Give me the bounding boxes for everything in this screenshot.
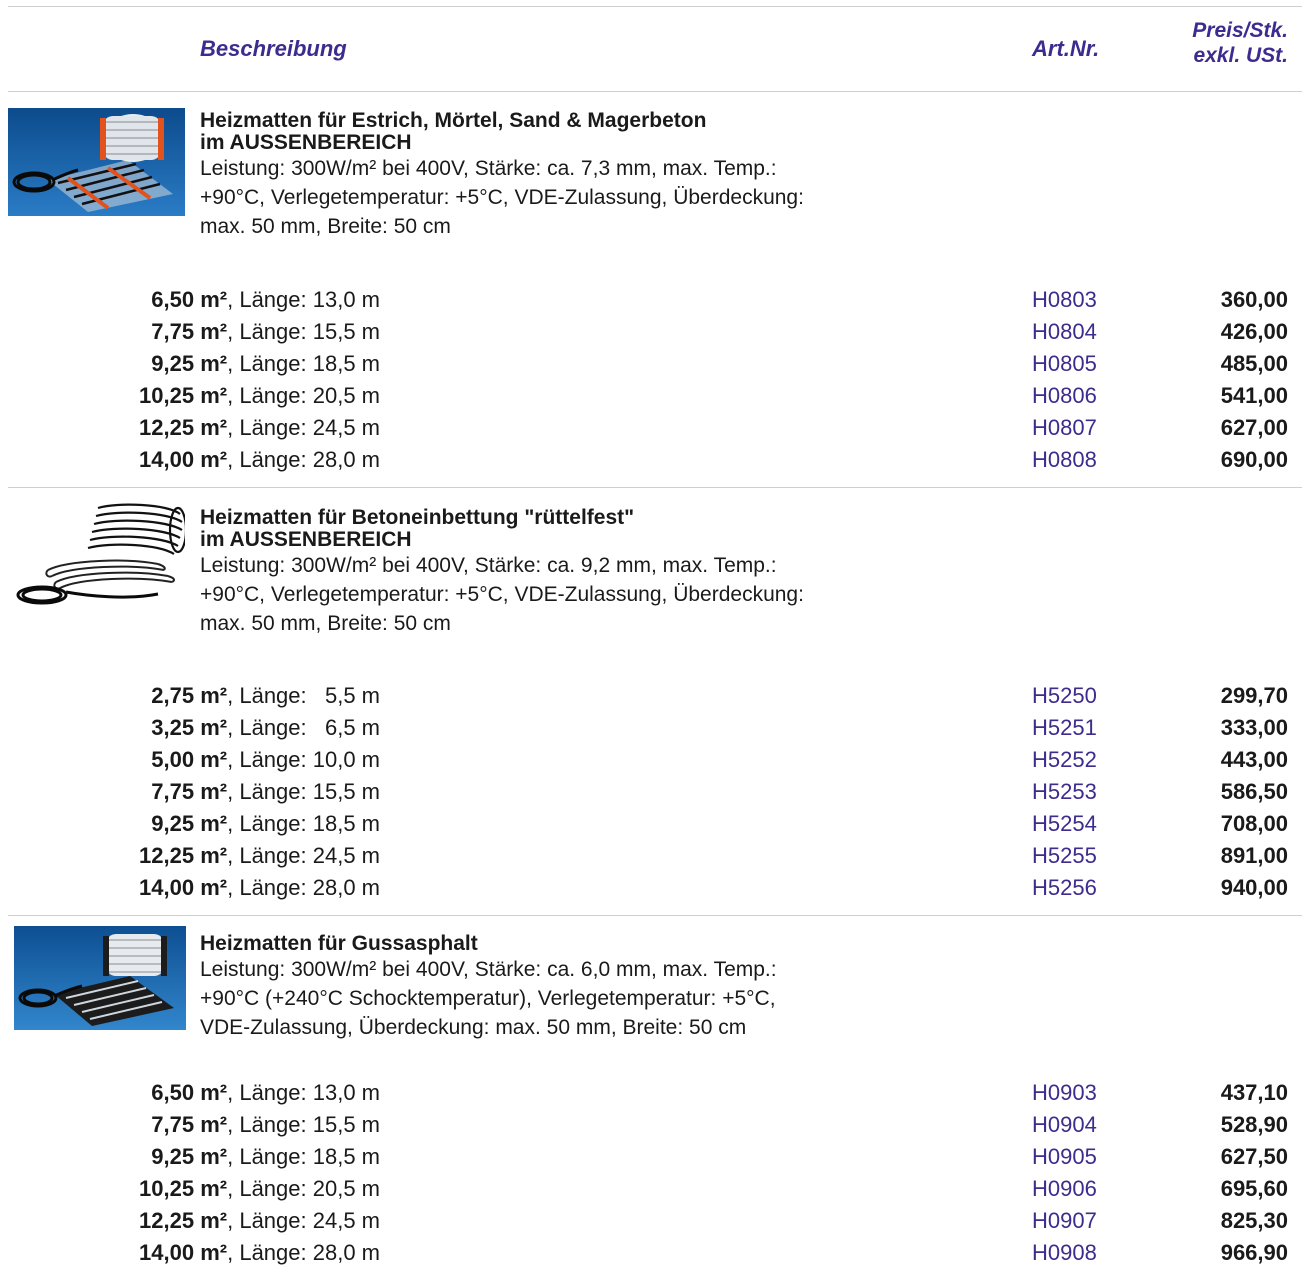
length-value: , Länge: 18,5 m <box>227 1144 380 1169</box>
table-row <box>0 287 1302 319</box>
area-value: 14,00 m² <box>139 875 228 900</box>
section-2-title: Heizmatten für Betoneinbettung "rüttelfest" <box>200 506 635 529</box>
area-length <box>139 843 380 869</box>
length-value: , Länge: 20,5 m <box>227 383 380 408</box>
table-row <box>0 779 1302 811</box>
section-1-title: Heizmatten für Estrich, Mörtel, Sand & Magerbeton <box>200 109 707 132</box>
article-number: H5253 <box>1032 779 1097 804</box>
section-3-spec-line: VDE-Zulassung, Überdeckung: max. 50 mm, Breite: 50 cm <box>200 1016 747 1039</box>
product-image-beton-mat <box>8 500 185 608</box>
length-value: , Länge: 5,5 m <box>227 683 380 708</box>
price: 627,50 <box>1220 1144 1288 1169</box>
length-value: , Länge: 18,5 m <box>227 351 380 376</box>
article-number: H0808 <box>1032 447 1097 472</box>
area-value: 14,00 m² <box>139 1240 228 1265</box>
header-preis-line1: Preis/Stk. <box>1192 19 1288 42</box>
article-number: H5250 <box>1032 683 1097 708</box>
area-value: 10,25 m² <box>139 1176 228 1201</box>
area-length <box>151 715 380 741</box>
article-number: H0907 <box>1032 1208 1097 1233</box>
area-value: 9,25 m² <box>151 1144 228 1169</box>
length-value: , Länge: 13,0 m <box>227 287 380 312</box>
article-number: H0803 <box>1032 287 1097 312</box>
section-1-spec-line: max. 50 mm, Breite: 50 cm <box>200 215 451 238</box>
price: 940,00 <box>1220 875 1288 900</box>
section-3-description <box>200 933 777 1042</box>
price: 695,60 <box>1220 1176 1288 1201</box>
area-value: 7,75 m² <box>151 1112 228 1137</box>
table-row <box>0 1240 1302 1272</box>
article-number: H0807 <box>1032 415 1097 440</box>
section-3-title: Heizmatten für Gussasphalt <box>200 932 478 955</box>
table-row <box>0 351 1302 383</box>
length-value: , Länge: 24,5 m <box>227 843 380 868</box>
table-row <box>0 747 1302 779</box>
table-row <box>0 875 1302 907</box>
article-number: H0906 <box>1032 1176 1097 1201</box>
header-beschreibung: Beschreibung <box>200 36 347 61</box>
area-value: 10,25 m² <box>139 383 228 408</box>
section-1-description <box>200 110 804 241</box>
table-row <box>0 1144 1302 1176</box>
area-value: 12,25 m² <box>139 415 228 440</box>
area-length <box>139 415 380 441</box>
area-length <box>151 1112 380 1138</box>
length-value: , Länge: 18,5 m <box>227 811 380 836</box>
area-length <box>151 779 380 805</box>
table-row <box>0 1080 1302 1112</box>
area-value: 6,50 m² <box>151 287 228 312</box>
length-value: , Länge: 13,0 m <box>227 1080 380 1105</box>
price: 690,00 <box>1220 447 1288 472</box>
section-2-description <box>200 507 804 638</box>
article-number: H5256 <box>1032 875 1097 900</box>
area-value: 6,50 m² <box>151 1080 228 1105</box>
price: 443,00 <box>1220 747 1288 772</box>
area-length <box>151 747 380 773</box>
area-length <box>139 875 380 901</box>
area-length <box>139 1176 380 1202</box>
area-length <box>151 1144 380 1170</box>
area-length <box>151 319 380 345</box>
price: 426,00 <box>1220 319 1288 344</box>
section-1-subtitle: im AUSSENBEREICH <box>200 131 412 154</box>
article-number: H0908 <box>1032 1240 1097 1265</box>
price: 891,00 <box>1220 843 1288 868</box>
header-preis <box>1192 18 1288 68</box>
header-divider <box>8 91 1302 92</box>
price: 708,00 <box>1220 811 1288 836</box>
area-length <box>151 287 380 313</box>
article-number: H0904 <box>1032 1112 1097 1137</box>
length-value: , Länge: 24,5 m <box>227 415 380 440</box>
article-number: H0905 <box>1032 1144 1097 1169</box>
table-row <box>0 1112 1302 1144</box>
section-3-spec-line: +90°C (+240°C Schocktemperatur), Verlegetemperatur: +5°C, <box>200 987 776 1010</box>
article-number: H0805 <box>1032 351 1097 376</box>
article-number: H5252 <box>1032 747 1097 772</box>
section-divider <box>8 487 1302 488</box>
length-value: , Länge: 24,5 m <box>227 1208 380 1233</box>
article-number: H0806 <box>1032 383 1097 408</box>
area-length <box>139 1208 380 1234</box>
price: 966,90 <box>1220 1240 1288 1265</box>
area-length <box>151 351 380 377</box>
table-row <box>0 683 1302 715</box>
table-row <box>0 843 1302 875</box>
article-number: H5255 <box>1032 843 1097 868</box>
area-value: 7,75 m² <box>151 319 228 344</box>
table-row <box>0 415 1302 447</box>
section-2-spec-line: Leistung: 300W/m² bei 400V, Stärke: ca. 9,2 mm, max. Temp.: <box>200 554 777 577</box>
header-artnr: Art.Nr. <box>1032 36 1100 61</box>
price: 541,00 <box>1220 383 1288 408</box>
area-value: 9,25 m² <box>151 351 228 376</box>
top-divider <box>8 6 1302 7</box>
section-divider <box>8 915 1302 916</box>
area-length <box>139 447 380 473</box>
section-2-spec-line: +90°C, Verlegetemperatur: +5°C, VDE-Zulassung, Überdeckung: <box>200 583 804 606</box>
section-1-spec-line: +90°C, Verlegetemperatur: +5°C, VDE-Zulassung, Überdeckung: <box>200 186 804 209</box>
price: 485,00 <box>1220 351 1288 376</box>
length-value: , Länge: 28,0 m <box>227 875 380 900</box>
price: 627,00 <box>1220 415 1288 440</box>
table-row <box>0 1176 1302 1208</box>
price: 528,90 <box>1220 1112 1288 1137</box>
price: 586,50 <box>1220 779 1288 804</box>
length-value: , Länge: 28,0 m <box>227 447 380 472</box>
area-length <box>151 1080 380 1106</box>
area-value: 12,25 m² <box>139 1208 228 1233</box>
length-value: , Länge: 15,5 m <box>227 319 380 344</box>
area-length <box>139 383 380 409</box>
table-row <box>0 447 1302 479</box>
area-length <box>151 683 380 709</box>
section-2-spec-line: max. 50 mm, Breite: 50 cm <box>200 612 451 635</box>
length-value: , Länge: 20,5 m <box>227 1176 380 1201</box>
table-row <box>0 1208 1302 1240</box>
price: 360,00 <box>1220 287 1288 312</box>
area-value: 3,25 m² <box>151 715 228 740</box>
price: 333,00 <box>1220 715 1288 740</box>
length-value: , Länge: 15,5 m <box>227 779 380 804</box>
table-row <box>0 811 1302 843</box>
area-value: 9,25 m² <box>151 811 228 836</box>
price: 299,70 <box>1220 683 1288 708</box>
article-number: H0903 <box>1032 1080 1097 1105</box>
price: 825,30 <box>1220 1208 1288 1233</box>
table-row <box>0 715 1302 747</box>
section-1-spec-line: Leistung: 300W/m² bei 400V, Stärke: ca. 7,3 mm, max. Temp.: <box>200 157 777 180</box>
length-value: , Länge: 28,0 m <box>227 1240 380 1265</box>
table-row <box>0 383 1302 415</box>
area-value: 7,75 m² <box>151 779 228 804</box>
section-2-subtitle: im AUSSENBEREICH <box>200 528 412 551</box>
area-value: 2,75 m² <box>151 683 228 708</box>
length-value: , Länge: 6,5 m <box>227 715 380 740</box>
area-value: 14,00 m² <box>139 447 228 472</box>
table-row <box>0 319 1302 351</box>
price: 437,10 <box>1220 1080 1288 1105</box>
header-preis-line2: exkl. USt. <box>1193 44 1288 67</box>
product-image-gussasphalt-mat <box>14 926 186 1030</box>
article-number: H5251 <box>1032 715 1097 740</box>
area-value: 12,25 m² <box>139 843 228 868</box>
length-value: , Länge: 10,0 m <box>227 747 380 772</box>
area-value: 5,00 m² <box>151 747 228 772</box>
product-image-estrich-mat <box>8 108 185 216</box>
area-length <box>139 1240 380 1266</box>
section-3-spec-line: Leistung: 300W/m² bei 400V, Stärke: ca. 6,0 mm, max. Temp.: <box>200 958 777 981</box>
length-value: , Länge: 15,5 m <box>227 1112 380 1137</box>
article-number: H5254 <box>1032 811 1097 836</box>
article-number: H0804 <box>1032 319 1097 344</box>
area-length <box>151 811 380 837</box>
